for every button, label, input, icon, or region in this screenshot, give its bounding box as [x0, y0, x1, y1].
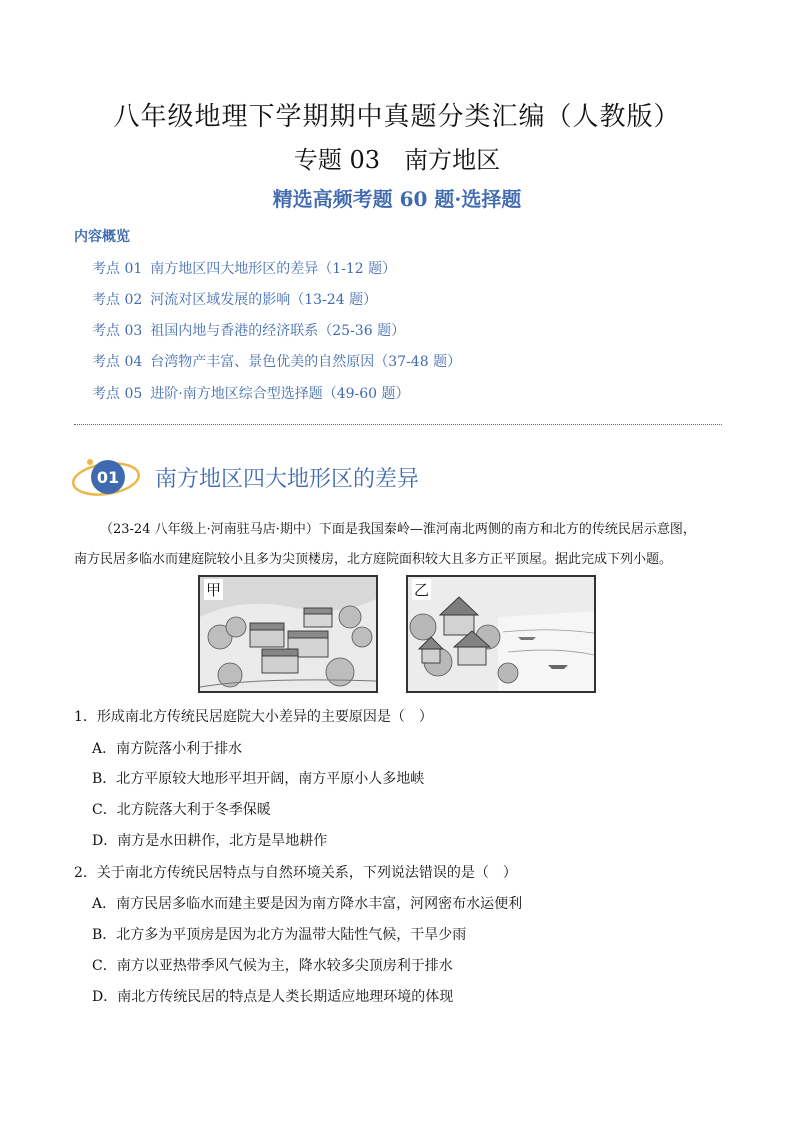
figure-label-jia: 甲	[206, 581, 222, 599]
question-1-option-b[interactable]: B．北方平原较大地形平坦开阔，南方平原小人多地峡	[92, 771, 425, 787]
question-2-option-d[interactable]: D．南北方传统民居的特点是人类长期适应地理环境的体现	[92, 989, 454, 1005]
question-1-option-d[interactable]: D．南方是水田耕作，北方是旱地耕作	[92, 833, 328, 849]
page-title: 八年级地理下学期期中真题分类汇编（人教版）	[113, 102, 681, 132]
toc-text: 祖国内地与香港的经济联系（25-36 题）	[150, 323, 406, 339]
question-1-option-a[interactable]: A．南方院落小利于排水	[92, 741, 243, 757]
section-title: 南方地区四大地形区的差异	[155, 467, 420, 492]
toc-item-05[interactable]	[92, 383, 410, 403]
figure-north-dwelling	[198, 575, 378, 693]
toc-item-04[interactable]	[92, 351, 461, 371]
intro-line-1: （23-24 八年级上·河南驻马店·期中）下面是我国秦岭—淮河南北两侧的南方和北方的传统民居示意图，	[100, 522, 696, 537]
toc-item-03[interactable]	[92, 320, 405, 340]
divider	[74, 424, 722, 425]
page-subtitle-2: 精选高频考题 60 题·选择题	[272, 187, 522, 211]
toc-label: 考点 04	[92, 354, 143, 370]
south-dwelling-illustration	[408, 577, 594, 691]
overview-heading: 内容概览	[74, 229, 130, 245]
toc-item-02[interactable]	[92, 289, 377, 309]
toc-text: 南方地区四大地形区的差异（1-12 题）	[150, 261, 397, 277]
north-dwelling-illustration	[200, 577, 376, 691]
toc-text: 台湾物产丰富、景色优美的自然原因（37-48 题）	[150, 354, 462, 370]
toc-label: 考点 02	[92, 292, 143, 308]
toc-text: 进阶·南方地区综合型选择题（49-60 题）	[150, 386, 410, 402]
section-badge	[70, 452, 150, 502]
toc-label: 考点 01	[92, 261, 143, 277]
intro-line-2: 南方民居多临水而建庭院较小且多为尖顶楼房，北方庭院面积较大且多方正平顶屋。据此完成下列小题。	[74, 552, 673, 567]
section-badge-number: 01	[96, 468, 120, 487]
question-1-stem: 1．形成南北方传统民居庭院大小差异的主要原因是（ ）	[74, 709, 433, 725]
figure-label-yi: 乙	[414, 581, 430, 599]
figure-south-dwelling	[406, 575, 596, 693]
question-1-option-c[interactable]: C．北方院落大利于冬季保暖	[92, 802, 271, 818]
toc-label: 考点 03	[92, 323, 143, 339]
toc-label: 考点 05	[92, 386, 143, 402]
question-2-stem: 2．关于南北方传统民居特点与自然环境关系，下列说法错误的是（ ）	[74, 865, 517, 881]
toc-item-01[interactable]	[92, 258, 396, 278]
question-2-option-c[interactable]: C．南方以亚热带季风气候为主，降水较多尖顶房利于排水	[92, 958, 453, 974]
toc-text: 河流对区域发展的影响（13-24 题）	[150, 292, 378, 308]
page-subtitle: 专题 03 南方地区	[293, 146, 501, 174]
question-2-option-a[interactable]: A．南方民居多临水而建主要是因为南方降水丰富，河网密布水运便利	[92, 896, 523, 912]
question-2-option-b[interactable]: B．北方多为平顶房是因为北方为温带大陆性气候，干旱少雨	[92, 927, 467, 943]
